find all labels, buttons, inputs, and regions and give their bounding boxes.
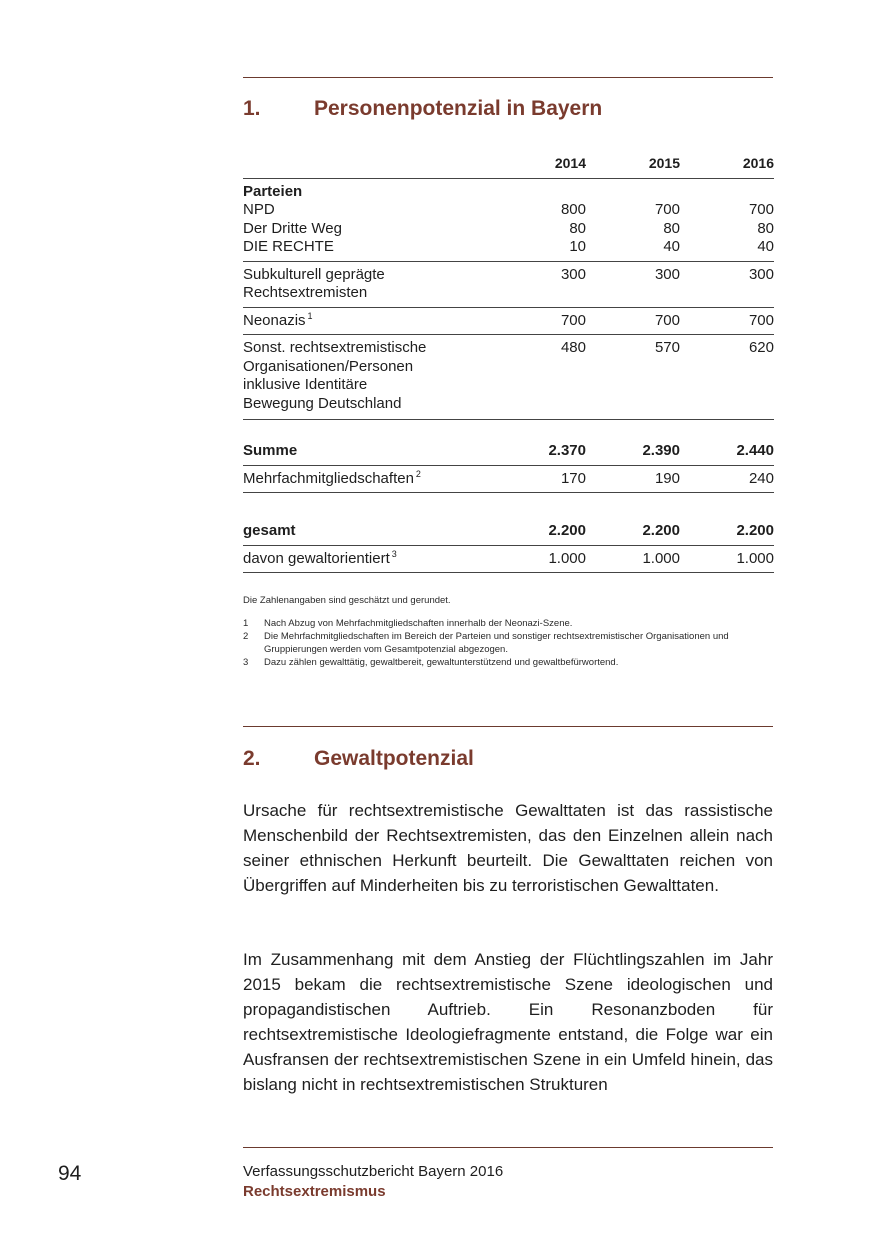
die-rechte-2016: 40 bbox=[757, 238, 774, 255]
footnote-3-text: Dazu zählen gewalttätig, gewaltbereit, gewaltunterstützend und gewaltbefürwortend. bbox=[264, 657, 619, 668]
gesamt-2014: 2.200 bbox=[492, 493, 586, 546]
section-2-rule bbox=[243, 726, 773, 727]
die-rechte-label: DIE RECHTE bbox=[243, 238, 334, 255]
dritte-weg-label: Der Dritte Weg bbox=[243, 219, 342, 237]
gewalt-2015: 1.000 bbox=[586, 545, 680, 573]
subkulturell-line2: Rechtsextremisten bbox=[243, 284, 368, 301]
subkulturell-2014: 300 bbox=[492, 261, 586, 307]
table-row-mehrfach bbox=[243, 465, 774, 493]
sonstige-line3: inklusive Identitäre bbox=[243, 376, 368, 393]
footer-title: Verfassungsschutzbericht Bayern 2016 bbox=[243, 1163, 504, 1180]
year-2014: 2014 bbox=[492, 150, 586, 178]
subkulturell-line1: Subkulturell geprägte bbox=[243, 265, 385, 283]
footnote-2 bbox=[243, 630, 773, 656]
gewalt-label: davon gewaltorientiert bbox=[243, 549, 390, 567]
footnote-2-number: 2 bbox=[243, 631, 249, 642]
table-header-row bbox=[243, 150, 774, 178]
subkulturell-2016: 300 bbox=[680, 261, 774, 307]
personenpotenzial-table bbox=[243, 150, 774, 573]
die-rechte-2015: 40 bbox=[663, 238, 680, 255]
gesamt-2016: 2.200 bbox=[680, 493, 774, 546]
parteien-label: Parteien bbox=[243, 182, 303, 200]
gewalt-footnote-ref: 3 bbox=[391, 548, 397, 559]
page-number: 94 bbox=[58, 1162, 82, 1185]
mehrfach-2016: 240 bbox=[680, 465, 774, 493]
paragraph-1: Ursache für rechtsextremistische Gewalttaten ist das rassistische Menschenbild der Rechtsextremisten, das den Einzelnen allein nach seiner ethnischen Herkunft beurteilt. Die Gewalttaten reichen von Übergriffen auf Minderheiten bis zu terroristischen Gewalttaten. bbox=[243, 801, 773, 895]
dritte-weg-2014: 80 bbox=[569, 219, 586, 237]
section-1-number: 1. bbox=[243, 97, 261, 120]
section-1-heading bbox=[243, 97, 773, 121]
header-blank bbox=[243, 150, 492, 178]
footnote-1-text: Nach Abzug von Mehrfachmitgliedschaften innerhalb der Neonazi-Szene. bbox=[264, 618, 573, 629]
summe-2016: 2.440 bbox=[680, 420, 774, 466]
dritte-weg-2016: 80 bbox=[757, 219, 774, 237]
sonstige-2016: 620 bbox=[748, 339, 774, 356]
sonstige-line1: Sonst. rechtsextremistische bbox=[243, 339, 427, 356]
footnote-1 bbox=[243, 617, 773, 630]
year-2016: 2016 bbox=[680, 150, 774, 178]
paragraph-2: Im Zusammenhang mit dem Anstieg der Flüchtlingszahlen im Jahr 2015 bekam die rechtsextremistische Szene ideologischen und propagandistischen Auftrieb. Ein Resonanzboden für rechtsextremistische Ideologiefragmente entstand, die Folge war ein Ausfransen der rechtsextremistischen Szene in ein Umfeld hinein, das bislang nicht in rechtsextremistischen Strukturen bbox=[243, 950, 773, 1094]
footnote-2-text: Die Mehrfachmitgliedschaften im Bereich der Parteien und sonstiger rechtsextremistischer Organisationen und Gruppierungen werden vom Gesamtpotenzial abgezogen. bbox=[264, 631, 729, 655]
footnote-3-number: 3 bbox=[243, 657, 249, 668]
die-rechte-2014: 10 bbox=[569, 238, 586, 255]
neonazis-footnote-ref: 1 bbox=[307, 310, 313, 321]
npd-label: NPD bbox=[243, 201, 275, 218]
section-2-number: 2. bbox=[243, 747, 261, 770]
sonstige-line4: Bewegung Deutschland bbox=[243, 394, 402, 412]
table-row-parteien bbox=[243, 178, 774, 261]
top-rule bbox=[243, 77, 773, 78]
footer-subtitle: Rechtsextremismus bbox=[243, 1183, 386, 1200]
table-row-gesamt bbox=[243, 493, 774, 546]
subkulturell-2015: 300 bbox=[586, 261, 680, 307]
table-row-sonstige bbox=[243, 335, 774, 420]
section-1-title: Personenpotenzial in Bayern bbox=[314, 97, 603, 120]
summe-2014: 2.370 bbox=[492, 420, 586, 466]
estimate-note: Die Zahlenangaben sind geschätzt und gerundet. bbox=[243, 595, 451, 606]
mehrfach-2015: 190 bbox=[586, 465, 680, 493]
npd-2015: 700 bbox=[654, 201, 680, 218]
gesamt-label: gesamt bbox=[243, 493, 492, 546]
table-row-neonazis bbox=[243, 307, 774, 335]
sonstige-2014: 480 bbox=[560, 339, 586, 356]
npd-2014: 800 bbox=[560, 201, 586, 218]
table-row-summe bbox=[243, 420, 774, 466]
mehrfach-label: Mehrfachmitgliedschaften bbox=[243, 469, 414, 487]
mehrfach-2014: 170 bbox=[492, 465, 586, 493]
neonazis-2016: 700 bbox=[680, 307, 774, 335]
sonstige-line2: Organisationen/Personen bbox=[243, 357, 414, 375]
footnote-1-number: 1 bbox=[243, 618, 249, 629]
gewalt-2014: 1.000 bbox=[492, 545, 586, 573]
neonazis-label: Neonazis bbox=[243, 311, 306, 329]
summe-label: Summe bbox=[243, 420, 492, 466]
footnote-3 bbox=[243, 656, 773, 669]
section-2-heading bbox=[243, 747, 773, 771]
gewalt-2016: 1.000 bbox=[680, 545, 774, 573]
dritte-weg-2015: 80 bbox=[663, 219, 680, 237]
sonstige-2015: 570 bbox=[654, 339, 680, 356]
summe-2015: 2.390 bbox=[586, 420, 680, 466]
footer-rule bbox=[243, 1147, 773, 1148]
table-row-subkulturell bbox=[243, 261, 774, 307]
year-2015: 2015 bbox=[586, 150, 680, 178]
mehrfach-footnote-ref: 2 bbox=[415, 468, 421, 479]
gesamt-2015: 2.200 bbox=[586, 493, 680, 546]
neonazis-2014: 700 bbox=[492, 307, 586, 335]
section-2-title: Gewaltpotenzial bbox=[314, 747, 474, 770]
table-row-gewaltorientiert bbox=[243, 545, 774, 573]
neonazis-2015: 700 bbox=[586, 307, 680, 335]
table-notes bbox=[243, 594, 773, 669]
npd-2016: 700 bbox=[748, 201, 774, 218]
